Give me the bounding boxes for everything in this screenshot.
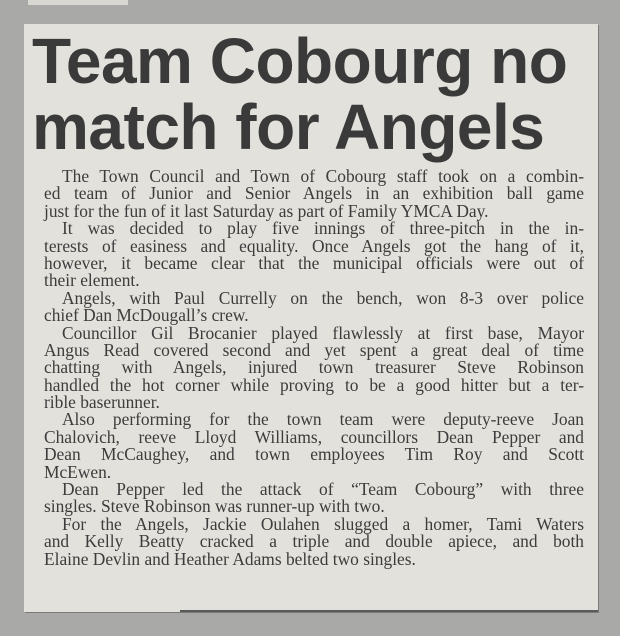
paragraph: [44, 220, 584, 290]
text-line: handled the hot corner while proving to be a good hitter but a ter-: [44, 374, 584, 395]
text-line: however, it became clear that the municipal officials were out of: [44, 252, 584, 273]
text-line: chatting with Angels, injured town treasurer Steve Robinson: [44, 357, 584, 378]
paragraph: [44, 287, 584, 326]
text-line: chief Dan McDougall’s crew.: [44, 305, 249, 326]
text-line: rible baserunner.: [44, 392, 160, 413]
text-line: Chalovich, reeve Lloyd Williams, councillors Dean Pepper and: [44, 426, 584, 447]
headline-line: match for Angels: [32, 91, 545, 163]
paragraph: [44, 411, 584, 481]
text-line: The Town Council and Town of Cobourg staff took on a combin-: [62, 166, 584, 186]
column-rule: [180, 610, 598, 612]
text-line: and Kelly Beatty cracked a triple and double apiece, and both: [44, 531, 584, 552]
paragraph: [44, 481, 584, 516]
headline-line: Team Cobourg no: [32, 25, 568, 97]
text-line: Dean Pepper led the attack of “Team Cobourg” with three: [62, 479, 584, 500]
text-line: their element.: [44, 270, 140, 291]
text-line: Angels, with Paul Currelly on the bench, won 8-3 over police: [62, 287, 584, 308]
text-line: Angus Read covered second and yet spent a great deal of time: [44, 339, 584, 360]
text-line: Dean McCaughey, and town employees Tim Roy and Scott: [44, 444, 584, 465]
text-line: It was decided to play five innings of three-pitch in the in-: [62, 218, 584, 239]
text-line: terests of easiness and equality. Once Angels got the hang of it,: [44, 235, 584, 256]
text-line: For the Angels, Jackie Oulahen slugged a homer, Tami Waters: [62, 513, 584, 534]
text-line: ed team of Junior and Senior Angels in an exhibition ball game: [44, 183, 584, 204]
text-line: Elaine Devlin and Heather Adams belted two singles.: [44, 548, 416, 569]
torn-paper-scrap: [28, 0, 128, 5]
text-line: singles. Steve Robinson was runner-up with two.: [44, 496, 385, 517]
text-line: Also performing for the town team were deputy-reeve Joan: [62, 409, 584, 430]
text-line: McEwen.: [44, 461, 112, 482]
paragraph: [44, 322, 584, 413]
article-body: [44, 168, 584, 568]
paragraph: [44, 513, 584, 569]
text-line: Councillor Gil Brocanier played flawlessly at first base, Mayor: [62, 322, 584, 343]
headline: [32, 25, 592, 163]
paragraph: [44, 168, 584, 220]
text-line: just for the fun of it last Saturday as part of Family YMCA Day.: [44, 200, 489, 221]
newspaper-clipping: [24, 24, 598, 612]
